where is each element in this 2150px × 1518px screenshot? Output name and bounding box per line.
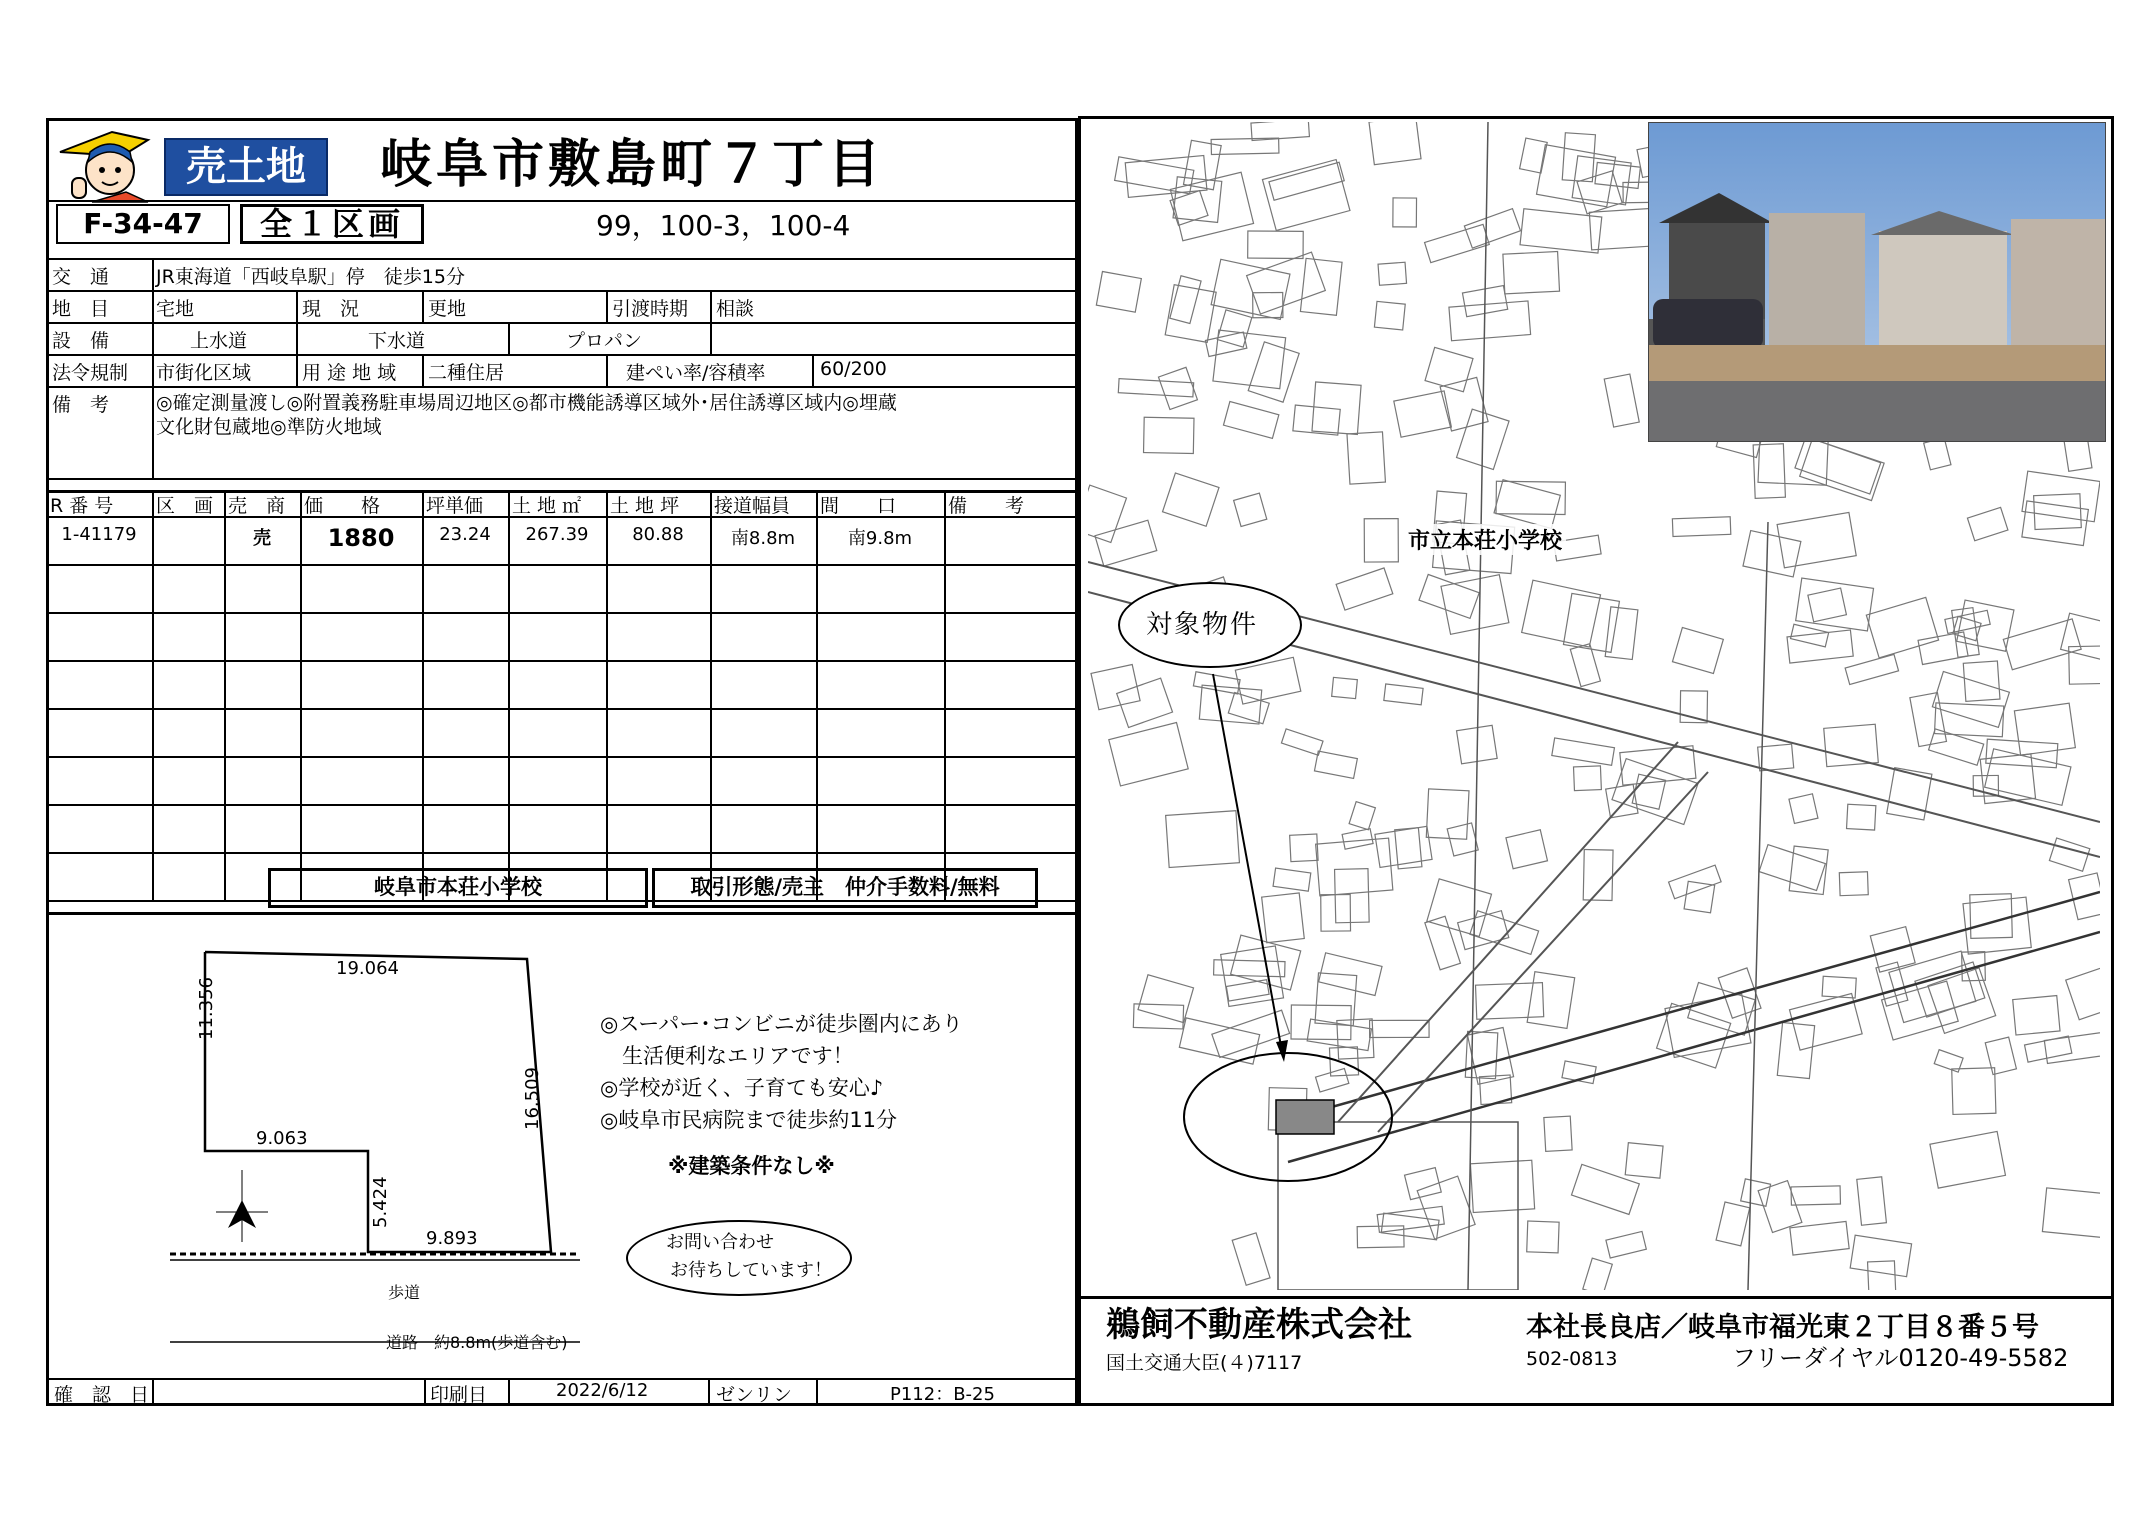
table-header-cell: 売 商 — [228, 495, 286, 517]
land-category-label: 地 目 — [52, 298, 110, 320]
divider — [46, 564, 1078, 566]
divider — [46, 912, 1078, 915]
table-header-cell: 土 地 ㎡ — [512, 495, 582, 517]
company-name: 鵜飼不動産株式会社 — [1106, 1305, 1412, 1345]
divider — [422, 490, 424, 900]
table-header-cell: 坪単価 — [426, 495, 484, 517]
table-cell: 267.39 — [525, 524, 589, 545]
divider — [812, 354, 814, 386]
divider — [46, 852, 1078, 854]
plot-step-dimension: 9.063 — [256, 1128, 308, 1149]
remarks-line1: ◎確定測量渡し◎附置義務駐車場周辺地区◎都市機能誘導区域外･居住誘導区域内◎埋蔵 — [156, 392, 897, 414]
transaction-text: 取引形態/売主 仲介手数料/無料 — [690, 875, 1000, 899]
table-header-cell: 備 考 — [948, 495, 1025, 517]
property-code-text: F-34-47 — [83, 207, 203, 240]
divider — [46, 804, 1078, 806]
company-branch: 本社長良店／岐阜市福光東２丁目８番５号 — [1526, 1312, 2039, 1343]
divider — [296, 322, 298, 354]
land-category-value: 宅地 — [156, 298, 195, 320]
table-header-cell: R 番 号 — [50, 495, 114, 517]
divider — [508, 1378, 510, 1406]
table-cell: 23.24 — [439, 524, 491, 545]
current-label: 現 況 — [302, 298, 360, 320]
traffic-label: 交 通 — [52, 266, 110, 288]
lots-text: 全１区画 — [259, 205, 404, 243]
divider — [46, 258, 1078, 260]
plot-top-dimension: 19.064 — [336, 958, 399, 979]
current-value: 更地 — [428, 298, 467, 320]
table-header-cell: 土 地 坪 — [610, 495, 680, 517]
table-cell: 売 — [253, 528, 271, 549]
divider — [46, 200, 1078, 202]
plot-right-dimension: 16.509 — [522, 1067, 543, 1130]
type-badge: 売土地 — [164, 138, 328, 196]
confirm-label: 確 認 日 — [54, 1384, 150, 1406]
feature-line3: ◎学校が近く、子育ても安心♪ — [600, 1076, 884, 1100]
compass-icon — [216, 1170, 268, 1242]
mascot-logo — [52, 122, 156, 204]
property-photo — [1648, 122, 2106, 442]
handover-label: 引渡時期 — [612, 298, 689, 320]
table-header-cell: 接道幅員 — [714, 495, 791, 517]
divider — [46, 708, 1078, 710]
print-date: 2022/6/12 — [556, 1380, 649, 1401]
road-label: 道路 約8.8m(歩道含む) — [386, 1333, 568, 1352]
facilities-label: 設 備 — [52, 330, 110, 352]
table-cell: 1-41179 — [61, 524, 137, 545]
sidewalk-label: 歩道 — [388, 1283, 421, 1302]
ratio-label: 建ぺい率/容積率 — [626, 362, 766, 384]
plot-bottom-dimension: 9.893 — [426, 1228, 478, 1249]
company-phone: フリーダイヤル0120-49-5582 — [1732, 1344, 2069, 1372]
divider — [152, 1378, 154, 1406]
divider — [46, 290, 1078, 292]
zoning-label: 用 途 地 域 — [302, 362, 397, 384]
divider — [422, 354, 424, 386]
feature-line1: ◎スーパー･コンビニが徒歩圏内にあり — [600, 1012, 963, 1036]
divider — [152, 490, 154, 900]
table-header-cell: 価 格 — [304, 495, 381, 517]
table-header-cell: 間 口 — [820, 495, 897, 517]
zoning-value: 二種住居 — [428, 362, 505, 384]
plot-left-dimension: 11.356 — [196, 977, 217, 1040]
divider — [710, 290, 712, 322]
company-license: 国土交通大臣(４)7117 — [1106, 1352, 1303, 1374]
divider — [508, 490, 510, 900]
table-cell: 南9.8m — [847, 528, 913, 549]
divider — [508, 322, 510, 354]
divider — [224, 490, 226, 900]
divider — [710, 490, 712, 900]
divider — [816, 490, 818, 900]
divider — [944, 490, 946, 900]
divider — [152, 258, 154, 478]
map-target-label: 対象物件 — [1146, 610, 1259, 640]
divider — [46, 612, 1078, 614]
map-school-label: 市立本荘小学校 — [1404, 524, 1566, 555]
gas-value: プロパン — [566, 330, 643, 352]
divider — [422, 290, 424, 322]
divider — [1078, 1296, 2114, 1299]
divider — [606, 490, 608, 900]
table-cell: 南8.8m — [730, 528, 796, 549]
map-source: ゼンリン — [716, 1384, 793, 1406]
company-postal: 502-0813 — [1526, 1348, 1618, 1370]
feature-line4: ◎岐阜市民病院まで徒歩約11分 — [600, 1108, 898, 1132]
ratio-value: 60/200 — [820, 358, 887, 380]
page-reference: P112：B-25 — [890, 1384, 995, 1405]
table-cell: 1880 — [327, 524, 395, 552]
divider — [816, 1378, 818, 1406]
divider — [46, 354, 1078, 356]
divider — [296, 354, 298, 386]
page-title: 岐阜市敷島町７丁目 — [380, 135, 885, 195]
handover-value: 相談 — [716, 298, 755, 320]
sewer-value: 下水道 — [368, 330, 426, 352]
divider — [296, 290, 298, 322]
divider — [46, 322, 1078, 324]
divider — [424, 1378, 426, 1406]
water-value: 上水道 — [190, 330, 248, 352]
remarks-line2: 文化財包蔵地◎準防火地域 — [156, 416, 382, 438]
remarks-label: 備 考 — [52, 394, 110, 416]
plot-plan — [150, 930, 610, 1350]
print-label: 印刷日 — [430, 1384, 488, 1406]
lot-numbers: 99，100-3，100-4 — [596, 209, 851, 242]
table-cell: 80.88 — [632, 524, 684, 545]
divider — [46, 756, 1078, 758]
divider — [710, 322, 712, 354]
contact-line2: お待ちしています！ — [670, 1260, 832, 1281]
regulation-value: 市街化区域 — [156, 362, 252, 384]
divider — [708, 1378, 710, 1406]
regulation-label: 法令規制 — [52, 362, 129, 384]
traffic-value: JR東海道「西岐阜駅」停 徒歩15分 — [156, 266, 465, 288]
divider — [606, 354, 608, 386]
plot-step-vertical-dimension: 5.424 — [370, 1176, 391, 1228]
feature-line2: 生活便利なエリアです！ — [622, 1044, 854, 1068]
divider — [606, 290, 608, 322]
building-condition: ※建築条件なし※ — [668, 1154, 835, 1178]
divider — [46, 478, 1078, 480]
contact-line1: お問い合わせ — [666, 1232, 774, 1253]
school-text: 岐阜市本荘小学校 — [374, 875, 542, 899]
divider — [46, 660, 1078, 662]
table-header-cell: 区 画 — [156, 495, 214, 517]
